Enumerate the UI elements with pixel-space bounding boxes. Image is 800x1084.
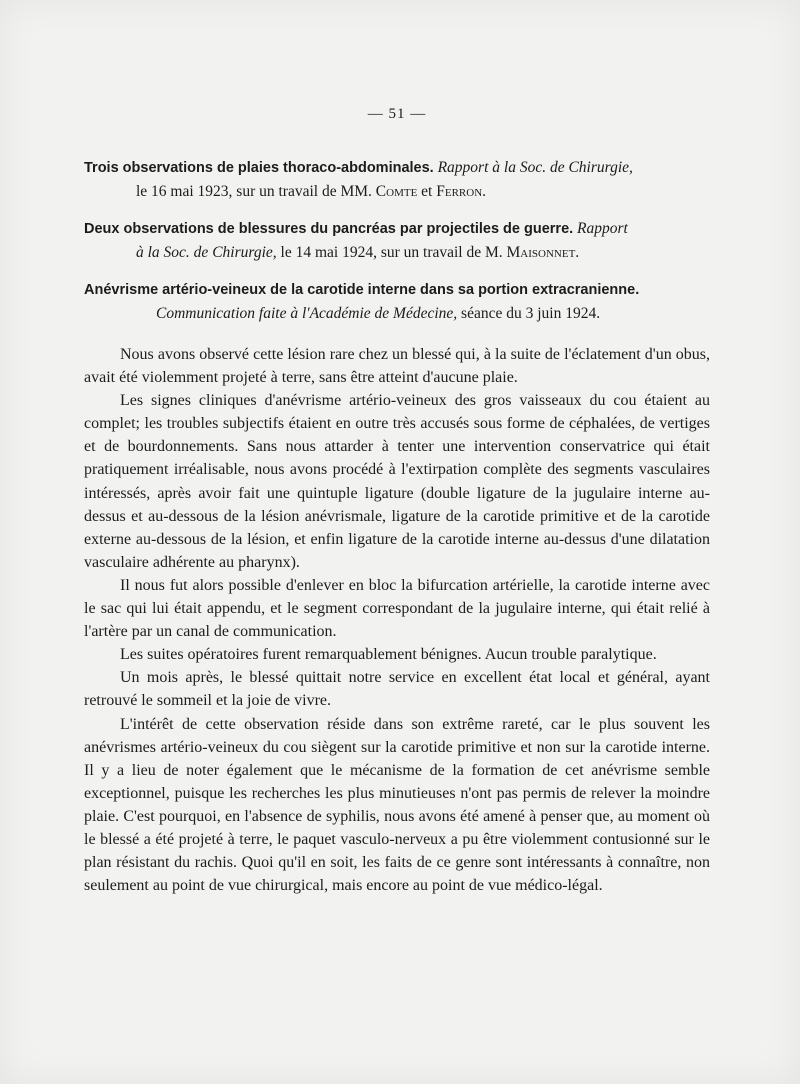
- entry-join: et: [417, 183, 437, 200]
- entry-reference: à la Soc. de Chirurgie,: [136, 244, 277, 261]
- entry-title: Deux observations de blessures du pancréas par projectiles de guerre.: [84, 221, 574, 237]
- paragraph: Nous avons observé cette lésion rare chez un blessé qui, à la suite de l'éclatement d'un obus, avait été violemment projeté à terre, sans être atteint d'aucune plaie.: [84, 346, 710, 387]
- paragraph: Il nous fut alors possible d'enlever en bloc la bifurcation artérielle, la carotide interne avec le sac qui lui était appendu, et le segment correspondant de la jugulaire interne, qui était relié à l'artère par un canal de communication.: [84, 576, 710, 641]
- entry-end: .: [482, 183, 487, 200]
- entry-author: Ferron: [436, 183, 483, 200]
- paragraph: Les suites opératoires furent remarquablement bénignes. Aucun trouble paralytique.: [120, 646, 657, 664]
- entry-line-2: [84, 302, 710, 325]
- publication-entry: [84, 217, 710, 264]
- body-text: [84, 343, 710, 897]
- paragraph: Les signes cliniques d'anévrisme artério-veineux des gros vaisseaux du cou étaient au complet; les troubles subjectifs étaient en outre très accusés sous forme de céphalées, de vertiges et de bourdonnements. Sans nous attarder à tenter une intervention conservatrice qui était pratiquement irréalisable, nous avons procédé à l'extirpation complète des segments vasculaires intéressés, après avoir fait une quintuple ligature (double ligature de la jugulaire interne au-dessus et au-dessous de la lésion anévrismale, ligature de la carotide primitive et de la carotide externe au-dessous de la lésion, et enfin ligature de la carotide interne au-dessus d'une dilatation vasculaire adhérente au pharynx).: [84, 392, 710, 571]
- entry-details: séance du 3 juin 1924.: [457, 305, 601, 322]
- paragraph: L'intérêt de cette observation réside dans son extrême rareté, car le plus souvent les anévrismes artério-veineux du cou siègent sur la carotide primitive et non sur la carotide interne. Il y a lieu de noter également que le mécanisme de la formation de cet anévrisme semble exceptionnel, puisque les recherches les plus minutieuses n'ont pas permis de relever la moindre plaie. C'est pourquoi, en l'absence de syphilis, nous avons été amené à penser que, au moment où le blessé a été projeté à terre, le paquet vasculo-nerveux a pu être violemment contusionné sur le plan résistant du rachis. Quoi qu'il en soit, les faits de ce genre sont intéressants à connaître, non seulement au point de vue chirurgical, mais encore au point de vue médico-légal.: [84, 715, 710, 895]
- entry-end: .: [575, 244, 580, 261]
- publication-entry: [84, 156, 710, 203]
- paragraph: Un mois après, le blessé quittait notre service en excellent état local et général, ayant retrouvé le sommeil et la joie de vivre.: [84, 669, 710, 710]
- entry-author: Comte: [375, 183, 418, 200]
- publication-list: [84, 156, 710, 339]
- entry-reference: Communication faite à l'Académie de Médecine,: [156, 305, 458, 322]
- entry-reference: Rapport à la Soc. de Chirurgie,: [437, 159, 633, 176]
- publication-entry: [84, 278, 710, 325]
- entry-line-2: [84, 180, 710, 203]
- entry-details: le 14 mai 1924, sur un travail de M.: [276, 244, 507, 261]
- entry-title: Trois observations de plaies thoraco-abdominales.: [84, 160, 434, 176]
- entry-line-2: [84, 241, 710, 264]
- entry-reference: Rapport: [577, 220, 628, 237]
- entry-details: le 16 mai 1923, sur un travail de MM.: [136, 183, 376, 200]
- entry-author: Maisonnet: [506, 244, 576, 261]
- entry-title: Anévrisme artério-veineux de la carotide interne dans sa portion extracranienne.: [84, 282, 640, 298]
- page-number: — 51 —: [367, 106, 427, 122]
